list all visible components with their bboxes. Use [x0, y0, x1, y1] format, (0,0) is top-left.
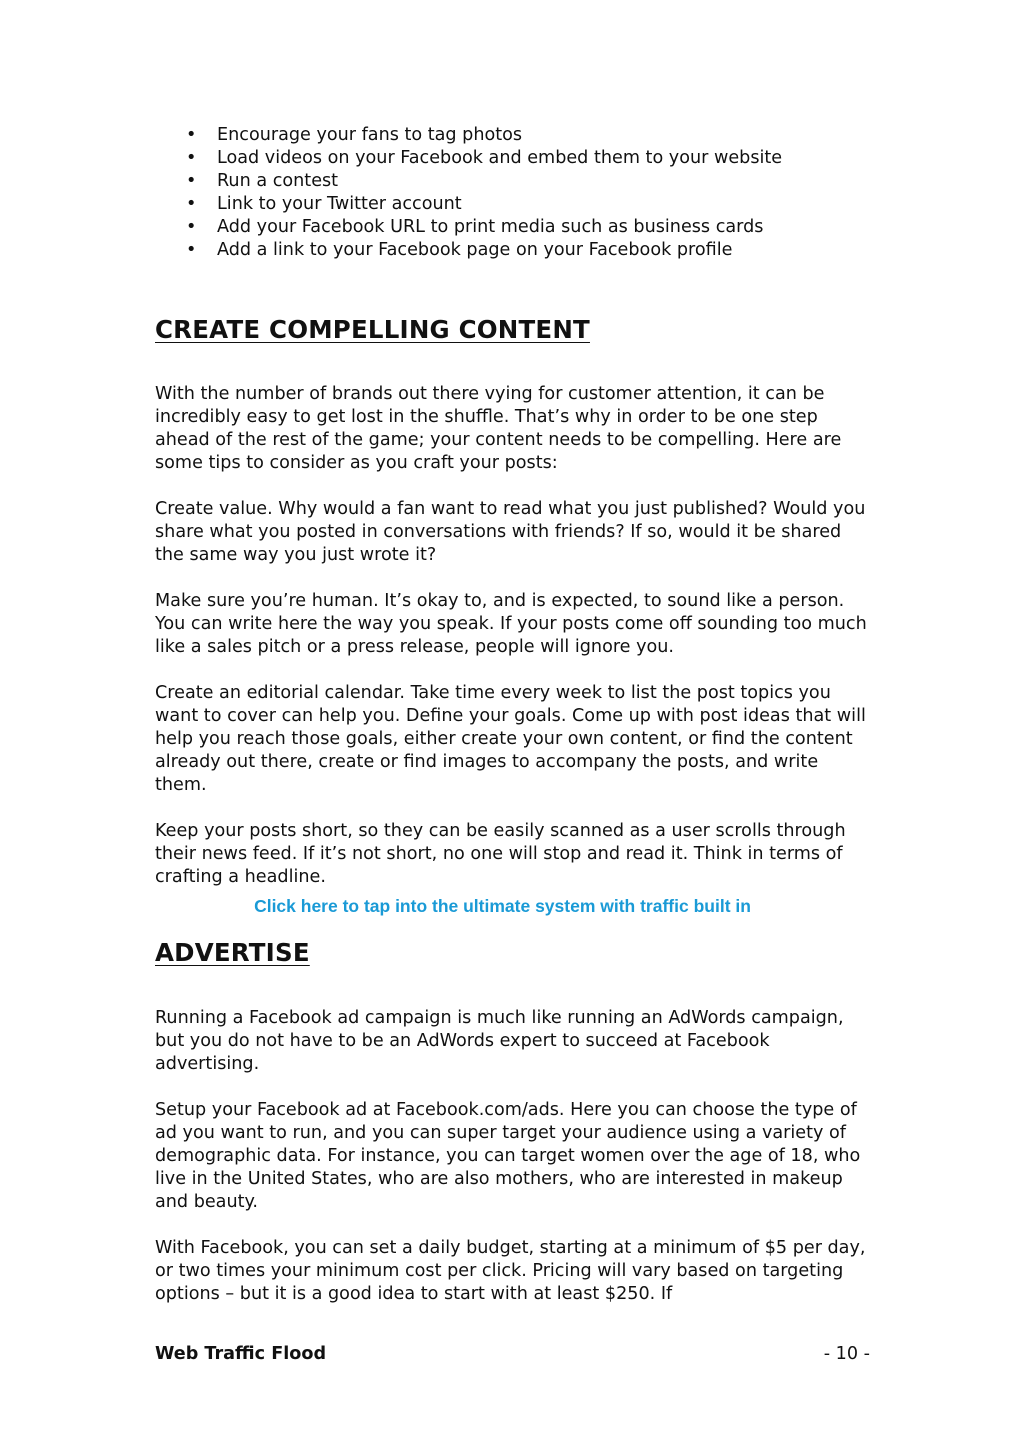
page-content [155, 124, 870, 1306]
list-item: • Encourage your fans to tag photos [186, 125, 523, 145]
list-item: • Run a contest [186, 171, 339, 191]
bullet-icon: • [186, 194, 197, 214]
bullet-icon: • [186, 217, 197, 237]
paragraph: Keep your posts short, so they can be easily scanned as a user scrolls through their news feed. If it’s not short, no one will stop and read it. Think in terms of crafting a headline. [155, 821, 846, 887]
bullet-icon: • [186, 148, 197, 168]
list-item: • Load videos on your Facebook and embed them to your website [186, 148, 783, 168]
bullet-icon: • [186, 240, 197, 260]
paragraph: Make sure you’re human. It’s okay to, and is expected, to sound like a person. You can write here the way you speak. If your posts come off sounding too much like a sales pitch or a press release, people will ignore you. [155, 591, 867, 657]
section-heading-create-compelling-content: CREATE COMPELLING CONTENT [155, 315, 590, 344]
list-item: • Link to your Twitter account [186, 194, 462, 214]
footer-title: Web Traffic Flood [155, 1344, 327, 1364]
bullet-icon: • [186, 171, 197, 191]
section-heading-advertise: ADVERTISE [155, 938, 310, 967]
paragraph: Create an editorial calendar. Take time every week to list the post topics you want to cover can help you. Define your goals. Come up with post ideas that will help you reach those goals, either create your own content, or find the content already out there, create or find images to accompany the posts, and write them. [155, 683, 866, 795]
paragraph: Create value. Why would a fan want to read what you just published? Would you share what you posted in conversations with friends? If so, would it be shared the same way you just wrote it? [155, 499, 866, 565]
list-item: • Add your Facebook URL to print media such as business cards [186, 217, 764, 237]
page-footer [155, 1342, 870, 1366]
list-item: • Add a link to your Facebook page on your Facebook profile [186, 240, 733, 260]
page-number: - 10 - [823, 1344, 870, 1364]
bullet-list [155, 124, 870, 262]
paragraph: Setup your Facebook ad at Facebook.com/ads. Here you can choose the type of ad you want to run, and you can super target your audience using a variety of demographic data. For instance, you can target women over the age of 18, who live in the United States, who are also mothers, who are interested in makeup and beauty. [155, 1100, 861, 1212]
bullet-icon: • [186, 125, 197, 145]
paragraph: With Facebook, you can set a daily budget, starting at a minimum of $5 per day, or two times your minimum cost per click. Pricing will vary based on targeting options – but it is a good idea to start with at least $250. If [155, 1238, 866, 1304]
paragraph: With the number of brands out there vying for customer attention, it can be incredibly easy to get lost in the shuffle. That’s why in order to be one step ahead of the rest of the game; your content needs to be compelling. Here are some tips to consider as you craft your posts: [155, 384, 842, 473]
cta-link[interactable]: Click here to tap into the ultimate system with traffic built in [254, 896, 751, 916]
paragraph: Running a Facebook ad campaign is much like running an AdWords campaign, but you do not have to be an AdWords expert to succeed at Facebook advertising. [155, 1008, 844, 1074]
